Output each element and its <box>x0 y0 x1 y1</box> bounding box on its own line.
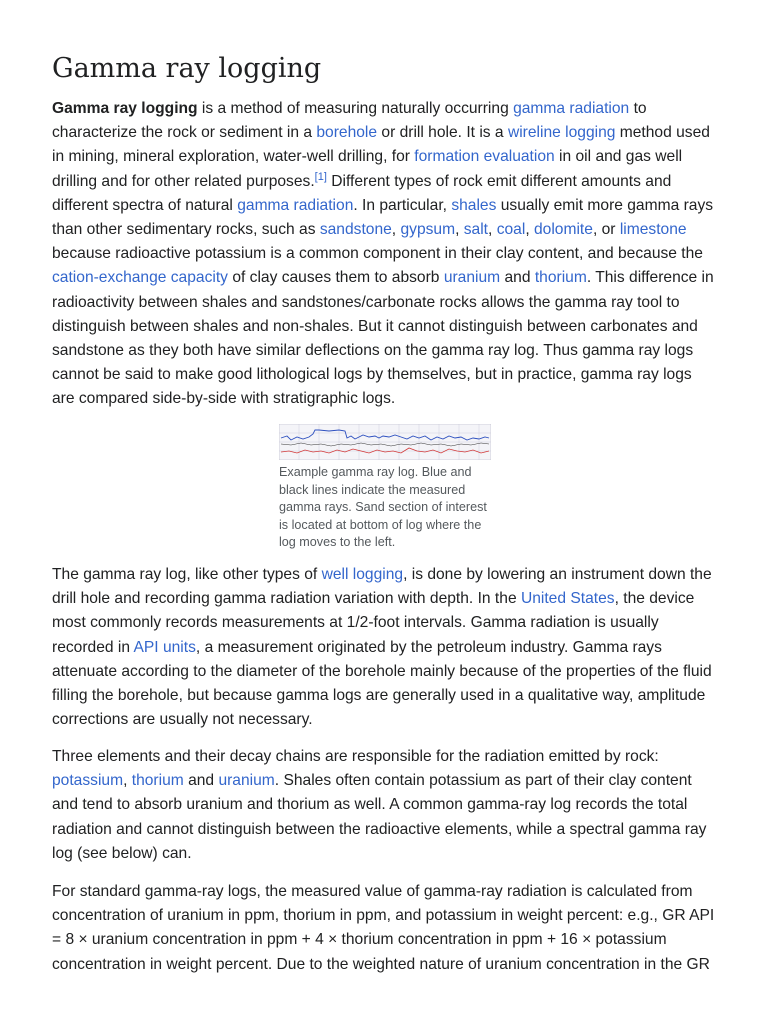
link-thorium[interactable]: thorium <box>534 269 587 287</box>
link-sandstone[interactable]: sandstone <box>319 221 392 239</box>
paragraph-intro: Gamma ray logging is a method of measuring naturally occurring gamma radiation to characterize the rock or sediment in a borehole or drill hole. It is a wireline logging method used in mining, mineral exploration, water-well drilling, for formation evaluation in oil and gas well drilling and for other related purposes.[1] Different types of rock emit different amounts and different spectra of natural gamma radiation. In particular, shales usually emit more gamma rays than other sedimentary rocks, such as sandstone, gypsum, salt, coal, dolomite, or limestone because radioactive potassium is a common component in their clay content, and because the cation-exchange capacity of clay causes them to absorb uranium and thorium. This difference in radioactivity between shales and sandstones/carbonate rocks allows the gamma ray tool to distinguish between shales and non-shales. But it cannot distinguish between carbonates and sandstone as they both have similar deflections on the gamma ray log. Thus gamma ray logs cannot be said to make good lithological logs by themselves, but in practice, gamma ray logs are compared side-by-side with stratigraphic logs. <box>52 100 714 408</box>
paragraph-well-logging: The gamma ray log, like other types of well logging, is done by lowering an instrument down the drill hole and recording gamma radiation variation with depth. In the United States, the device most commonly records measurements at 1/2-foot intervals. Gamma radiation is usually recorded in API units, a measurement originated by the petroleum industry. Gamma rays attenuate according to the diameter of the borehole mainly because of the properties of the fluid filling the borehole, but because gamma logs are generally used in a qualitative way, amplitude corrections are usually not necessary. <box>52 566 712 729</box>
link-formation-evaluation[interactable]: formation evaluation <box>414 148 555 166</box>
link-borehole[interactable]: borehole <box>316 124 378 142</box>
link-cation-exchange-capacity[interactable]: cation-exchange capacity <box>52 269 228 287</box>
link-uranium-2[interactable]: uranium <box>218 772 275 790</box>
link-united-states[interactable]: United States <box>520 590 615 608</box>
paragraph-standard-logs: For standard gamma-ray logs, the measured value of gamma-ray radiation is calculated from concentration of uranium in ppm, thorium in ppm, and potassium in weight percent: e.g., GR API = 8 × uranium concentration in ppm + 4 × thorium concentration in ppm + 16 × potassium concentration in weight percent. Due to the weighted nature of uranium concentration in the GR <box>52 883 715 973</box>
link-thorium-2[interactable]: thorium <box>131 772 184 790</box>
link-shales[interactable]: shales <box>451 196 497 214</box>
link-limestone[interactable]: limestone <box>619 221 687 239</box>
term-bold: Gamma ray logging <box>52 100 198 117</box>
link-uranium[interactable]: uranium <box>443 269 501 287</box>
link-coal[interactable]: coal <box>496 221 526 239</box>
figure-caption: Example gamma ray log. Blue and black lines indicate the measured gamma rays. Sand section of interest is located at bottom of log where the log moves to the left. <box>279 465 487 549</box>
link-dolomite[interactable]: dolomite <box>533 221 593 239</box>
link-well-logging[interactable]: well logging <box>321 566 404 583</box>
link-gypsum[interactable]: gypsum <box>400 221 456 239</box>
link-salt[interactable]: salt <box>463 221 489 239</box>
link-api-units[interactable]: API units <box>133 638 196 656</box>
gamma-ray-log-thumbnail[interactable] <box>279 424 491 460</box>
link-gamma-radiation-2[interactable]: gamma radiation <box>237 196 354 214</box>
paragraph-decay-chains: Three elements and their decay chains are responsible for the radiation emitted by rock: potassium, thorium and uranium. Shales often contain potassium as part of their clay content and tend to absorb uranium and thorium as well. A common gamma-ray log records the total radiation and cannot distinguish between the radioactive elements, while a spectral gamma ray log (see below) can. <box>52 748 707 862</box>
link-gamma-radiation[interactable]: gamma radiation <box>513 100 630 117</box>
link-potassium[interactable]: potassium <box>52 772 124 790</box>
page-title: Gamma ray logging <box>52 53 322 84</box>
figure-gamma-log <box>279 424 491 552</box>
reference-link[interactable]: [1] <box>314 170 327 183</box>
link-wireline-logging[interactable]: wireline logging <box>507 124 616 142</box>
